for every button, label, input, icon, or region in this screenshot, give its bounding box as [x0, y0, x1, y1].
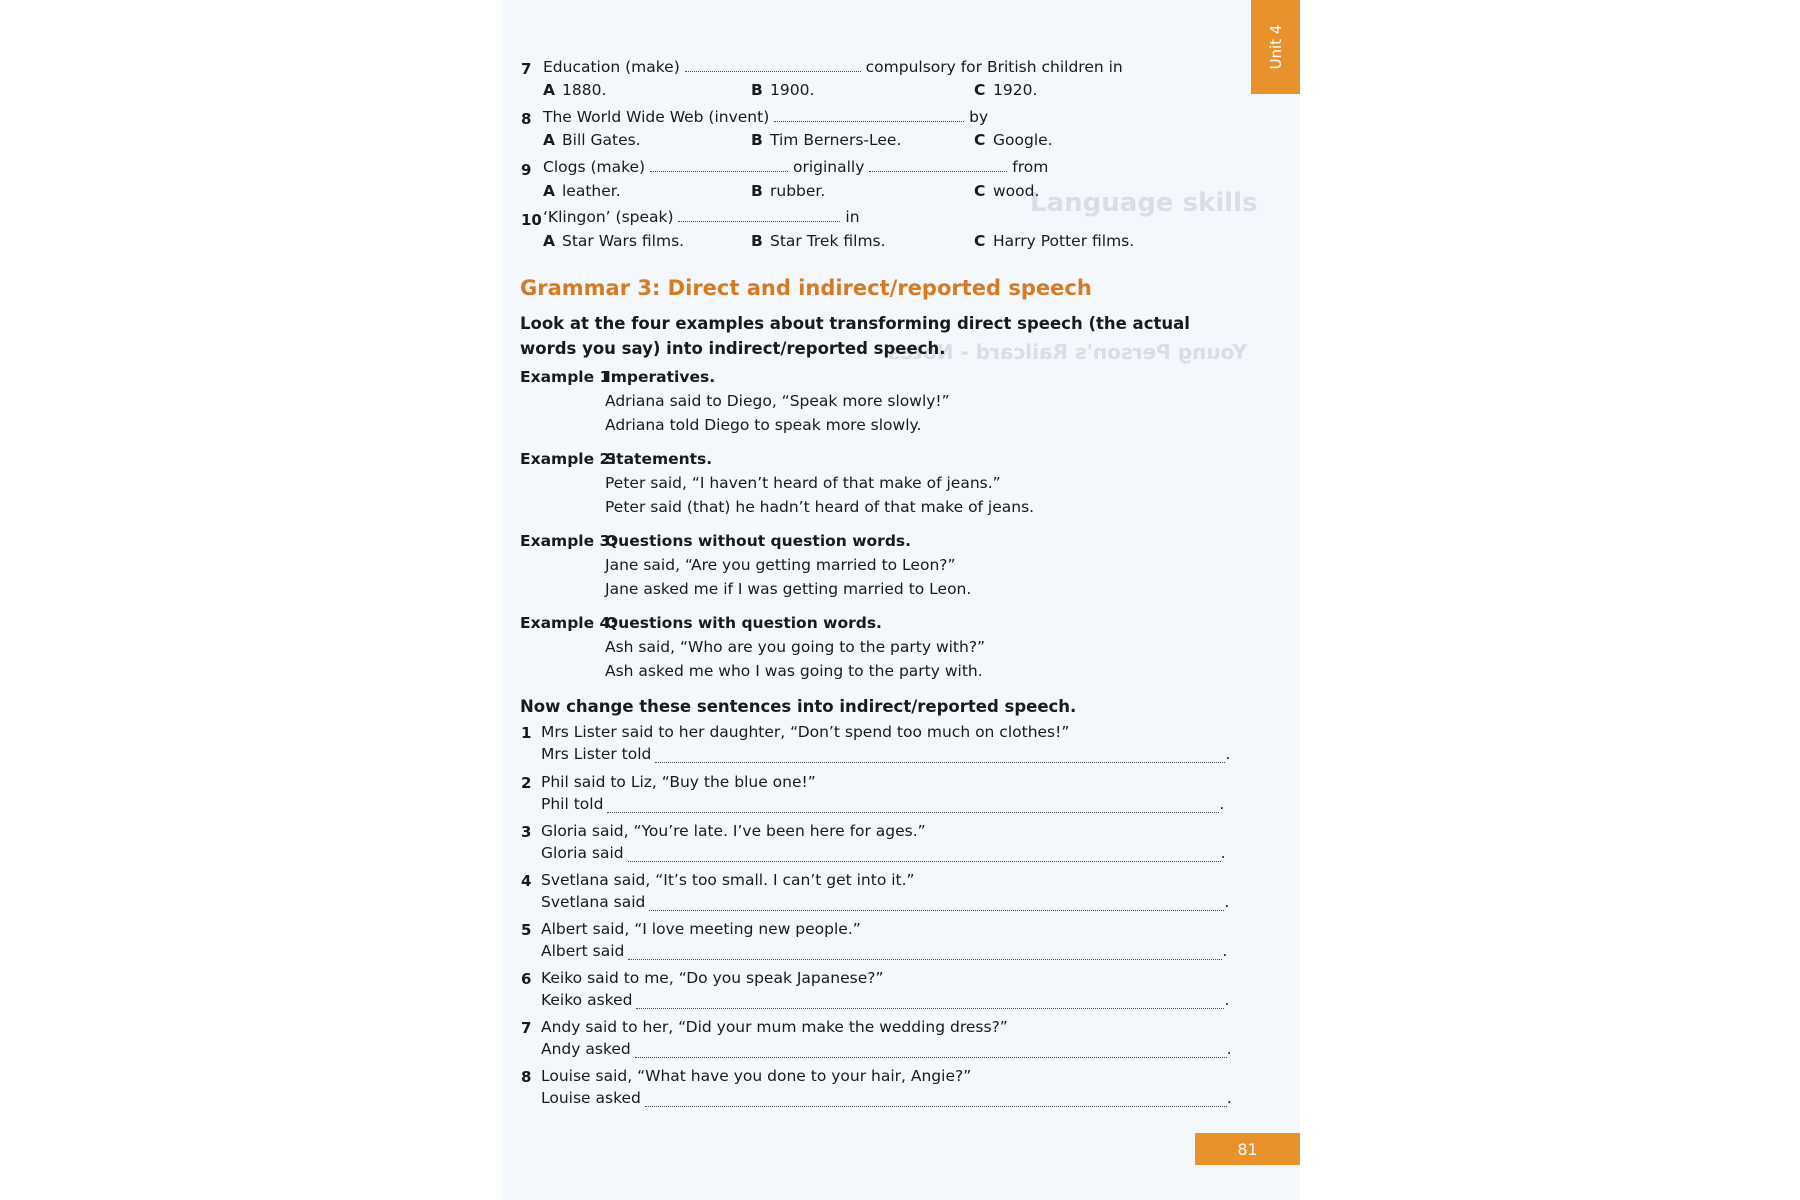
- bleed-through-card-title: Young Person's Railcard - Notes: [888, 340, 1247, 364]
- answer-line: Albert said .: [541, 942, 1228, 960]
- example-reported: Peter said (that) he hadn’t heard of that make of jeans.: [605, 498, 1035, 516]
- answer-blank[interactable]: [650, 159, 788, 172]
- option-c[interactable]: C wood.: [974, 182, 1040, 200]
- example-label: Example 2:: [520, 450, 617, 468]
- example-label: Example 4:: [520, 614, 617, 632]
- answer-field[interactable]: [628, 945, 1222, 960]
- example-title: Questions without question words.: [605, 532, 912, 550]
- answer-field[interactable]: [645, 1092, 1227, 1107]
- option-b[interactable]: B rubber.: [751, 182, 826, 200]
- quiz-question: Education (make) compulsory for British children in: [543, 58, 1123, 76]
- exercise-number: 7: [521, 1019, 532, 1037]
- quiz-number: 10: [521, 211, 542, 229]
- option-a[interactable]: A Bill Gates.: [543, 131, 641, 149]
- option-b[interactable]: B Star Trek films.: [751, 232, 886, 250]
- exercise-sentence: Albert said, “I love meeting new people.”: [541, 920, 861, 938]
- section-intro: Look at the four examples about transforming direct speech (the actual words you say) into indirect/reported speech.: [520, 314, 1190, 358]
- example-direct: Adriana said to Diego, “Speak more slowly!”: [605, 392, 950, 410]
- example-reported: Jane asked me if I was getting married to Leon.: [605, 580, 972, 598]
- answer-line: Mrs Lister told .: [541, 745, 1231, 763]
- example-reported: Adriana told Diego to speak more slowly.: [605, 416, 922, 434]
- example-label: Example 1:: [520, 368, 617, 386]
- option-a[interactable]: A leather.: [543, 182, 621, 200]
- example-reported: Ash asked me who I was going to the party with.: [605, 662, 983, 680]
- answer-line: Phil told .: [541, 795, 1225, 813]
- quiz-number: 7: [521, 60, 532, 78]
- answer-blank[interactable]: [685, 59, 861, 72]
- exercise-number: 6: [521, 970, 532, 988]
- quiz-number: 9: [521, 161, 532, 179]
- answer-field[interactable]: [636, 994, 1224, 1009]
- option-c[interactable]: C Harry Potter films.: [974, 232, 1135, 250]
- answer-field[interactable]: [655, 748, 1225, 763]
- answer-line: Keiko asked .: [541, 991, 1230, 1009]
- bleed-through-heading: Language skills: [1030, 188, 1258, 218]
- example-title: Imperatives.: [605, 368, 716, 386]
- answer-blank[interactable]: [774, 109, 964, 122]
- answer-field[interactable]: [628, 847, 1221, 862]
- example-direct: Ash said, “Who are you going to the party with?”: [605, 638, 986, 656]
- exercise-sentence: Louise said, “What have you done to your hair, Angie?”: [541, 1067, 972, 1085]
- exercise-sentence: Gloria said, “You’re late. I’ve been here for ages.”: [541, 822, 926, 840]
- exercise-sentence: Andy said to her, “Did your mum make the wedding dress?”: [541, 1018, 1008, 1036]
- exercise-number: 3: [521, 823, 532, 841]
- exercise-sentence: Keiko said to me, “Do you speak Japanese?”: [541, 969, 884, 987]
- answer-line: Gloria said .: [541, 844, 1226, 862]
- exercise-number: 4: [521, 872, 532, 890]
- task-instruction: Now change these sentences into indirect/reported speech.: [520, 697, 1077, 716]
- exercise-number: 5: [521, 921, 532, 939]
- example-label: Example 3:: [520, 532, 617, 550]
- exercise-number: 8: [521, 1068, 532, 1086]
- option-a[interactable]: A 1880.: [543, 81, 607, 99]
- unit-tab: [1251, 0, 1300, 94]
- quiz-question: The World Wide Web (invent) by: [543, 108, 989, 126]
- page-number: 81: [1195, 1133, 1300, 1165]
- example-title: Questions with question words.: [605, 614, 882, 632]
- option-c[interactable]: C Google.: [974, 131, 1053, 149]
- example-title: Statements.: [605, 450, 713, 468]
- unit-tab-label: Unit 4: [1266, 24, 1285, 70]
- option-b[interactable]: B Tim Berners-Lee.: [751, 131, 902, 149]
- example-direct: Peter said, “I haven’t heard of that make of jeans.”: [605, 474, 1001, 492]
- exercise-number: 2: [521, 774, 532, 792]
- exercise-number: 1: [521, 724, 532, 742]
- quiz-question: ‘Klingon’ (speak) in: [543, 208, 860, 226]
- option-c[interactable]: C 1920.: [974, 81, 1038, 99]
- quiz-question: Clogs (make) originally from: [543, 158, 1049, 176]
- answer-field[interactable]: [635, 1043, 1227, 1058]
- answer-blank[interactable]: [869, 159, 1007, 172]
- answer-line: Svetlana said .: [541, 893, 1230, 911]
- answer-blank[interactable]: [678, 209, 840, 222]
- option-b[interactable]: B 1900.: [751, 81, 815, 99]
- answer-line: Andy asked .: [541, 1040, 1232, 1058]
- exercise-sentence: Mrs Lister said to her daughter, “Don’t spend too much on clothes!”: [541, 723, 1070, 741]
- example-direct: Jane said, “Are you getting married to Leon?”: [605, 556, 956, 574]
- exercise-sentence: Phil said to Liz, “Buy the blue one!”: [541, 773, 816, 791]
- answer-field[interactable]: [649, 896, 1224, 911]
- exercise-sentence: Svetlana said, “It’s too small. I can’t get into it.”: [541, 871, 915, 889]
- section-heading: Grammar 3: Direct and indirect/reported speech: [520, 276, 1092, 300]
- answer-field[interactable]: [607, 798, 1219, 813]
- answer-line: Louise asked .: [541, 1089, 1232, 1107]
- quiz-number: 8: [521, 110, 532, 128]
- option-a[interactable]: A Star Wars films.: [543, 232, 685, 250]
